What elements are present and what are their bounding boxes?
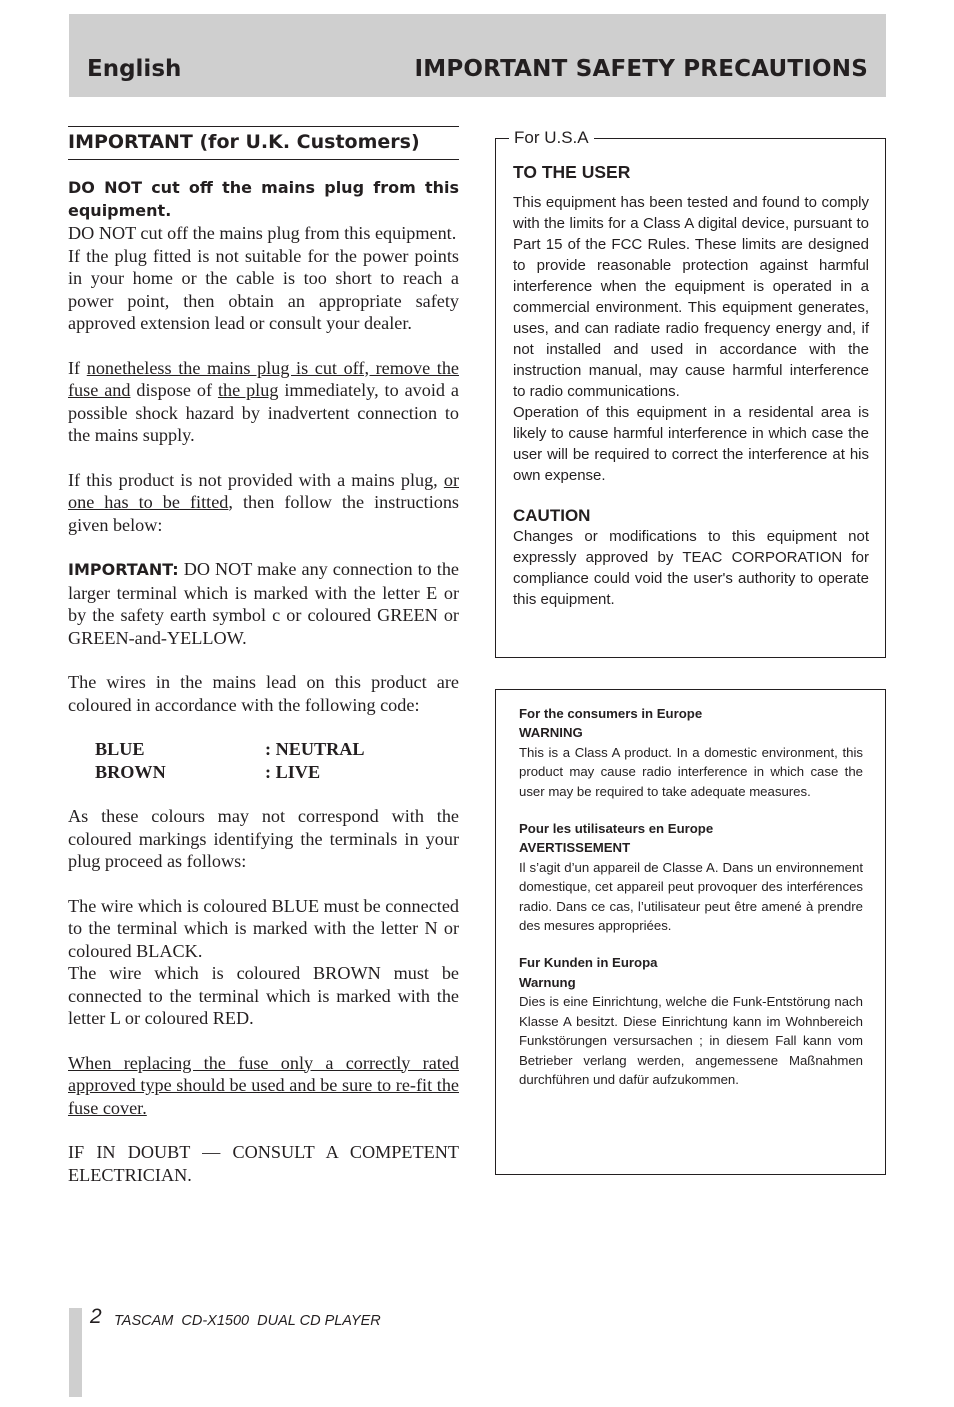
europe-fr-warning: AVERTISSEMENT	[519, 840, 631, 856]
language-label: English	[87, 56, 182, 82]
uk-paragraph-7: The wire which is coloured BLUE must be connected to the terminal which is marked with the letter N or coloured BLACK.	[68, 895, 459, 961]
uk-paragraph-8: The wire which is coloured BROWN must be connected to the terminal which is marked with the letter L or coloured RED.	[68, 963, 459, 1028]
footer-bar	[69, 1308, 82, 1397]
europe-de-warning: Warnung	[519, 974, 576, 990]
usa-heading: TO THE USER	[513, 162, 631, 182]
uk-bold-heading: DO NOT cut off the mains plug from this equipment.	[68, 178, 459, 220]
page-number: 2	[90, 1305, 102, 1328]
wire-color-table	[95, 738, 459, 783]
uk-paragraph-6: As these colours may not correspond with the coloured markings identifying the terminals in your plug proceed as follows:	[68, 806, 459, 871]
wire-row	[95, 738, 459, 761]
wire-row	[95, 761, 459, 784]
page-title: IMPORTANT SAFETY PRECAUTIONS	[414, 56, 868, 82]
wire-role: : LIVE	[265, 761, 321, 782]
header-band	[69, 14, 886, 97]
europe-de-heading: Fur Kunden in Europa	[519, 955, 658, 971]
uk-paragraph-1: DO NOT cut off the mains plug from this equipment.	[68, 223, 457, 243]
important-label: IMPORTANT:	[68, 560, 179, 579]
europe-en-heading: For the consumers in Europe	[519, 706, 703, 721]
usa-box-legend: For U.S.A	[509, 127, 594, 149]
europe-de-text: Dies is eine Einrichtung, welche die Funk-Entstörung nach Klasse A besitzt. Diese Einrichtung kann im Wohnbereich Funkstörungen versursachen ; in diesem Fall kann vom Betrieber verlang werden, angemessene Maßnahmen durchführen und dafür aufzukommen.	[519, 994, 863, 1087]
uk-section	[68, 126, 459, 1186]
usa-paragraph-1: This equipment has been tested and found to comply with the limits for a Class A digital device, pursuant to Part 15 of the FCC Rules. These limits are designed to provide reasonable protection against harmful interference when the equipment is operated in a commercial environment. This equipment generates, uses, and can radiate radio frequency energy and, if not installed and used in accordance with the instruction manual, may cause harmful interference to radio communications.	[513, 194, 869, 400]
footer-product-name: TASCAM CD-X1500 DUAL CD PLAYER	[114, 1313, 381, 1329]
usa-notice-box	[495, 128, 886, 658]
uk-important-paragraph: IMPORTANT: DO NOT make any connection to the larger terminal which is marked with the letter E or by the safety earth symbol c or coloured GREEN or GREEN-and-YELLOW.	[68, 559, 459, 648]
uk-paragraph-5: The wires in the mains lead on this product are coloured in accordance with the following code:	[68, 672, 459, 715]
uk-paragraph-3: If nonetheless the mains plug is cut off, remove the fuse and dispose of the plug immediately, to avoid a possible shock hazard by inadvertent connection to the mains supply.	[68, 357, 460, 445]
uk-consult-note: IF IN DOUBT — CONSULT A COMPETENT ELECTRICIAN.	[68, 1142, 459, 1185]
caution-heading: CAUTION	[513, 506, 591, 525]
usa-paragraph-2: Operation of this equipment in a residental area is likely to cause harmful interference in which case the user will be required to correct the interference at his own expense.	[513, 404, 869, 484]
europe-notice-box	[495, 689, 886, 1175]
europe-fr-text: Il s’agit d’un appareil de Classe A. Dans un environnement domestique, cet appareil peut provoquer des interférences radio. Dans ce cas, l’utilisateur peut être amené à prendre des mesures appropriées.	[519, 859, 863, 934]
europe-fr-heading: Pour les utilisateurs en Europe	[519, 821, 714, 837]
wire-color: BLUE	[95, 739, 145, 759]
uk-section-title: IMPORTANT (for U.K. Customers)	[68, 126, 459, 160]
uk-paragraph-2: If the plug fitted is not suitable for the power points in your home or the cable is too short to reach a power point, then obtain an appropriate safety approved extension lead or consult your dealer.	[68, 245, 459, 333]
europe-en-text: This is a Class A product. In a domestic environment, this product may cause radio interference in which case the user may be required to take adequate measures.	[519, 744, 863, 799]
uk-fuse-note: When replacing the fuse only a correctly rated approved type should be used and be sure to re-fit the fuse cover.	[68, 1052, 459, 1118]
caution-text: Changes or modifications to this equipment not expressly approved by TEAC CORPORATION for compliance could void the user's authority to operate this equipment.	[513, 528, 869, 608]
wire-role: : NEUTRAL	[265, 739, 365, 759]
uk-paragraph-4: If this product is not provided with a mains plug, or one has to be fitted, then follow the instructions given below:	[68, 469, 460, 535]
europe-en-warning: WARNING	[519, 725, 583, 741]
wire-color: BROWN	[95, 761, 166, 782]
